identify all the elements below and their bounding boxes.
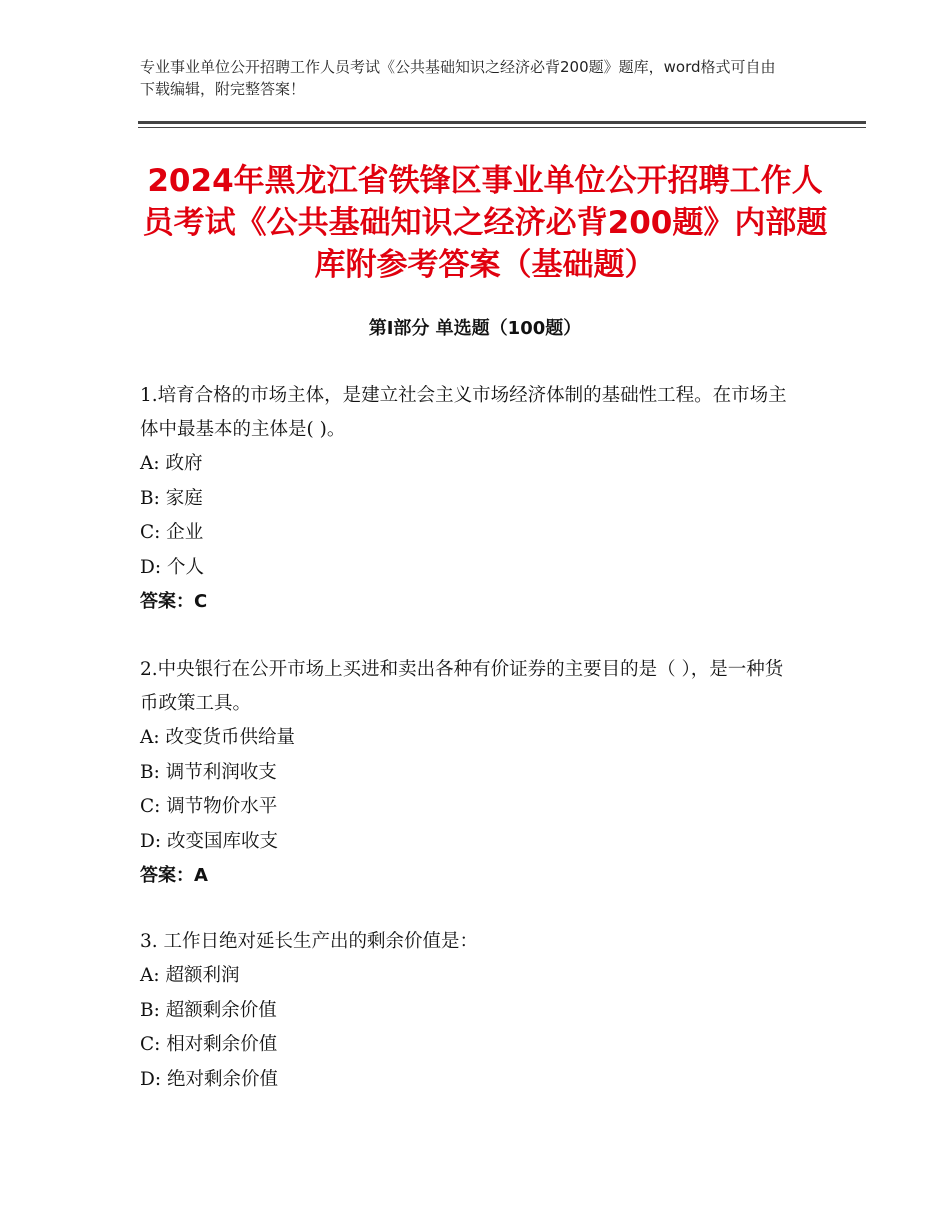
question-option-d: D: 绝对剩余价值: [140, 1068, 278, 1090]
question-stem: 1.培育合格的市场主体，是建立社会主义市场经济体制的基础性工程。在市场主体中最基本的主体是( )。: [140, 385, 787, 440]
section-heading: 第Ⅰ部分 单选题（100题）: [368, 318, 582, 339]
question-option-a: A: 政府: [140, 453, 203, 474]
document-title: 2024年黑龙江省铁锋区事业单位公开招聘工作人员考试《公共基础知识之经济必背200题》内部题库附参考答案（基础题）: [142, 163, 828, 283]
question-3: [140, 925, 790, 1097]
question-option-c: C: 企业: [140, 522, 204, 543]
question-answer: 答案：A: [140, 865, 208, 886]
question-2: [140, 653, 790, 893]
question-option-b: B: 家庭: [140, 487, 203, 509]
question-stem: 2.中央银行在公开市场上买进和卖出各种有价证券的主要目的是（ ），是一种货币政策工具。: [140, 659, 784, 714]
question-stem: 3. 工作日绝对延长生产出的剩余价值是：: [140, 931, 479, 952]
question-option-a: A: 改变货币供给量: [140, 727, 295, 748]
question-option-d: D: 个人: [140, 556, 204, 578]
question-option-d: D: 改变国库收支: [140, 830, 278, 852]
question-option-c: C: 调节物价水平: [140, 796, 278, 817]
header-rule-thick: [138, 121, 866, 124]
header-rule-thin: [138, 127, 866, 128]
question-option-a: A: 超额利润: [140, 965, 240, 986]
question-option-b: B: 调节利润收支: [140, 761, 277, 783]
header-note: 专业事业单位公开招聘工作人员考试《公共基础知识之经济必背200题》题库，word格式可自由下载编辑，附完整答案！: [140, 58, 776, 98]
question-1: [140, 379, 790, 619]
question-answer: 答案：C: [140, 591, 208, 612]
question-option-b: B: 超额剩余价值: [140, 999, 277, 1021]
question-option-c: C: 相对剩余价值: [140, 1034, 278, 1055]
